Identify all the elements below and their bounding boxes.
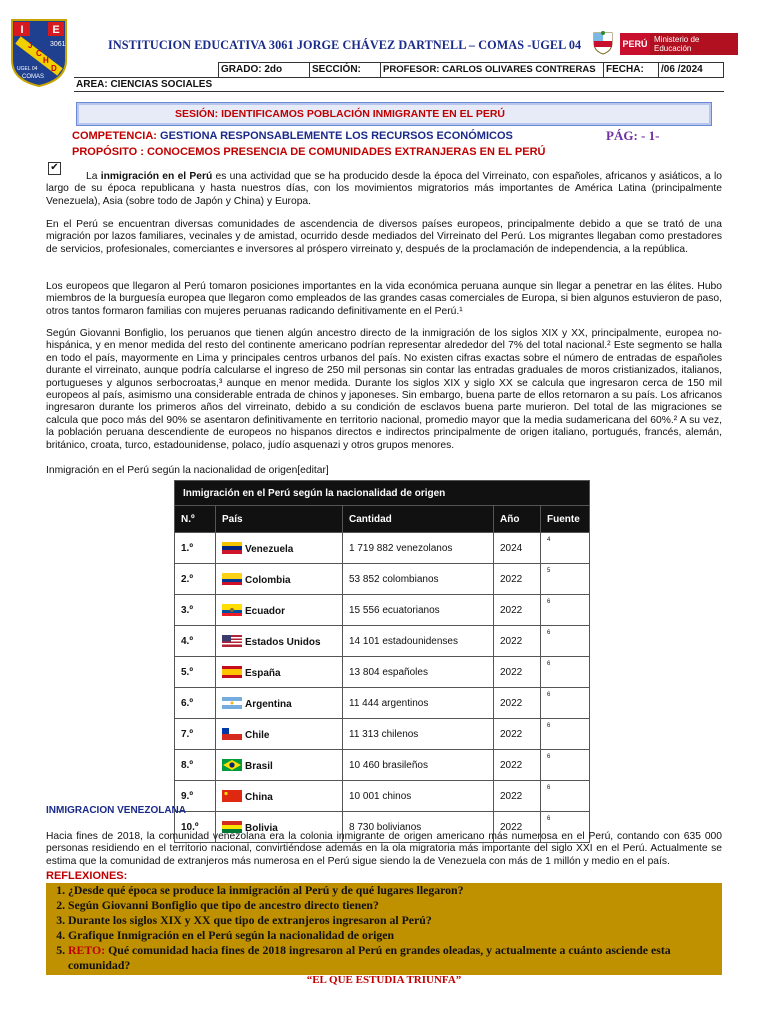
paragraph-4: Según Giovanni Bonfiglio, los peruanos que tienen algún ancestro directo de la inmigración de los siglos XIX y XX, principalmente, europea no-hispánica, y en menor medida del resto del continente americano podrían representar alrededor del 7% del total nacional.² Este segmento se halla en todo el país, mayormente en Lima y principales centros urbanos del país. No existen cifras exactas sobre el número de entradas de españoles durante el virreinato, aunque podría calcularse el ingreso de 250 mil personas sin contar las entradas graduales de moros cristianizados, italianos, portugueses y algunos serbocroatas,³ aunque en menor medida. Durante los siglos XIX y siglo XX se calcula que ingresaron cerca de 150 mil europeos al país, asimismo una considerable entrada de chinos y japoneses. Sin embargo, buena parte de ellos retornaron a su país. Los africanos ingresaron durante los primeros años del virreinato, debido a su condición de esclavos buena parte murieron. Del total de las migraciones se calcula que poco más del 90% se asentaron definitivamente en territorio nacional, promedio mayor que la media sudamericana del 60%.² A su vez, la población peruana descendiente de europeos no hispanos directos e indirectos principalmente de origen italiano, portugués, francés, alemán, británico, croata, turco, estadounidense, polaco, judío asquenazi y otros grupos menores. — [46, 328, 722, 451]
questions-box — [46, 883, 722, 975]
cell-fuente: 6 — [541, 812, 590, 843]
checkbox-icon: ✔ — [48, 162, 61, 175]
cell-anio: 2022 — [494, 564, 541, 595]
cell-n: 1.º — [175, 533, 216, 564]
cell-pais — [216, 781, 343, 812]
cell-fuente: 6 — [541, 626, 590, 657]
cell-anio: 2022 — [494, 657, 541, 688]
cell-anio: 2022 — [494, 719, 541, 750]
svg-text:COMAS: COMAS — [22, 74, 45, 80]
cell-anio: 2022 — [494, 750, 541, 781]
competencia — [72, 130, 513, 142]
cell-cantidad: 1 719 882 venezolanos — [343, 533, 494, 564]
header-n: N.º — [175, 506, 216, 533]
competencia-label: COMPETENCIA: — [72, 130, 157, 142]
paragraph-5: Hacia fines de 2018, la comunidad venezolana era la colonia inmigrante de origen americano más numerosa en el Perú, contando con 635 000 personas residiendo en el territorio nacional, convirtiéndose además en la ola migratoria más importante del siglo XXI en el Perú. Actualmente se estima que la comunidad de extranjeros más numerosa en el Perú sigue siendo la de Venezuela con más de 1 millón y medio en el país. — [46, 831, 722, 867]
cell-fuente: 6 — [541, 719, 590, 750]
cell-pais — [216, 688, 343, 719]
header-pais: País — [216, 506, 343, 533]
argentina-flag-icon — [222, 697, 242, 709]
country-name: Bolivia — [245, 822, 278, 834]
header-cantidad: Cantidad — [343, 506, 494, 533]
cell-cantidad: 53 852 colombianos — [343, 564, 494, 595]
session-banner — [76, 102, 712, 126]
svg-text:E: E — [52, 24, 60, 36]
cell-pais — [216, 750, 343, 781]
paragraph-1-bold: inmigración en el Perú — [100, 171, 213, 182]
header-fuente: Fuente — [541, 506, 590, 533]
cell-fuente: 6 — [541, 750, 590, 781]
cell-n: 3.º — [175, 595, 216, 626]
header-info-table — [74, 62, 724, 92]
paragraph-3: Los europeos que llegaron al Perú tomaron posiciones importantes en la vida económica peruana aunque sin llegar a penetrar en las élites. Hubo miembros de la burguesía europea que llegaron como empleados de las grandes casas comerciales de Europa, si bien algunos estuvieron de paso, otros tantos formaron familias con mujeres peruanas radicando definitivamente en el Perú.¹ — [46, 281, 722, 317]
table-title: Inmigración en el Perú según la nacionalidad de origen — [175, 481, 590, 506]
cell-fuente: 6 — [541, 657, 590, 688]
country-name: China — [245, 791, 273, 803]
cell-cantidad: 10 001 chinos — [343, 781, 494, 812]
usa-flag-icon — [222, 635, 242, 647]
cell-n: 5.º — [175, 657, 216, 688]
ecuador-flag-icon — [222, 604, 242, 616]
cell-fuente: 6 — [541, 781, 590, 812]
country-name: Venezuela — [245, 543, 294, 555]
table-caption: Inmigración en el Perú según la nacionalidad de origen[editar] — [46, 465, 329, 476]
cell-cantidad: 10 460 brasileños — [343, 750, 494, 781]
question-1: 1. ¿Desde qué época se produce la inmigración al Perú y de qué lugares llegaron? — [68, 883, 722, 898]
paragraph-2: En el Perú se encuentran diversas comunidades de ascendencia de diversos países europeos, principalmente debido a que se trató de una migración por lazos familiares, vecinales y de amistad, ocurrido desde mediados del Virreinato del Perú. Los migrantes llegaban como prestadores de servicios, profesionales, comerciantes e inversores al próspero virreinato y, después de la proclamación de independencia, a la república. — [46, 219, 722, 255]
colombia-flag-icon — [222, 573, 242, 585]
country-name: Estados Unidos — [245, 636, 321, 648]
country-name: España — [245, 667, 281, 679]
cell-n: 4.º — [175, 626, 216, 657]
country-name: Brasil — [245, 760, 273, 772]
cell-pais — [216, 595, 343, 626]
cell-anio: 2022 — [494, 595, 541, 626]
table-row — [175, 626, 590, 657]
table-row — [175, 657, 590, 688]
country-name: Argentina — [245, 698, 292, 710]
table-row — [175, 564, 590, 595]
school-logo — [8, 16, 70, 88]
chile-flag-icon — [222, 728, 242, 740]
cell-anio: 2022 — [494, 812, 541, 843]
question-reto — [68, 943, 722, 973]
cell-n: 7.º — [175, 719, 216, 750]
country-name: Ecuador — [245, 605, 286, 617]
minedu-peru-label: PERÚ — [620, 33, 650, 55]
cell-pais — [216, 626, 343, 657]
cell-fuente: 5 — [541, 564, 590, 595]
cell-anio: 2022 — [494, 688, 541, 719]
table-row — [175, 688, 590, 719]
table-row — [175, 750, 590, 781]
cell-fuente: 6 — [541, 595, 590, 626]
svg-text:J: J — [28, 41, 33, 50]
svg-text:D: D — [51, 64, 57, 73]
cell-pais — [216, 657, 343, 688]
spain-flag-icon — [222, 666, 242, 678]
page-number: PÁG: - 1- — [606, 128, 660, 143]
institution-name: INSTITUCION EDUCATIVA 3061 JORGE CHÁVEZ DARTNELL – COMAS -UGEL 04 — [108, 38, 582, 52]
svg-text:I: I — [20, 24, 24, 36]
reto-text: Qué comunidad hacia fines de 2018 ingresaron al Perú en grandes oleadas, y actualmente a cuánto asciende esta comunidad? — [68, 943, 671, 972]
inmigracion-venezolana-title: INMIGRACION VENEZOLANA — [46, 805, 186, 816]
reflexiones-title: REFLEXIONES: — [46, 870, 128, 882]
area-cell: AREA: CIENCIAS SOCIALES — [74, 77, 724, 92]
table-header-row — [175, 506, 590, 533]
header-anio: Año — [494, 506, 541, 533]
seccion-cell: SECCIÓN: — [310, 63, 381, 78]
brazil-flag-icon — [222, 759, 242, 771]
table-row — [175, 781, 590, 812]
proposito: PROPÓSITO : CONOCEMOS PRESENCIA DE COMUNIDADES EXTRANJERAS EN EL PERÚ — [72, 146, 546, 158]
competencia-text: GESTIONA RESPONSABLEMENTE LOS RECURSOS ECONÓMICOS — [160, 130, 513, 142]
paragraph-1: La inmigración en el Perú es una actividad que se ha producido desde la época del Virreinato, con españoles, africanos y asiáticos, a lo largo de su época republicana y hasta nuestros días, con los movimientos migratorios más importantes de América Latina (principalmente Venezuela), Asia (sobre todo de Japón y China) y Europa. — [46, 171, 722, 207]
cell-cantidad: 15 556 ecuatorianos — [343, 595, 494, 626]
table-row — [175, 533, 590, 564]
cell-cantidad: 11 313 chilenos — [343, 719, 494, 750]
grado-cell: GRADO: 2do — [219, 63, 310, 78]
country-name: Chile — [245, 729, 270, 741]
profesor-cell: PROFESOR: CARLOS OLIVARES CONTRERAS — [381, 63, 604, 78]
immigration-table — [174, 480, 590, 843]
session-title: SESIÓN: IDENTIFICAMOS POBLACIÓN INMIGRANTE EN EL PERÚ — [175, 108, 505, 120]
cell-cantidad: 14 101 estadounidenses — [343, 626, 494, 657]
table-row — [175, 595, 590, 626]
peru-shield-icon — [592, 31, 614, 55]
cell-cantidad: 13 804 españoles — [343, 657, 494, 688]
cell-fuente: 6 — [541, 688, 590, 719]
cell-n: 6.º — [175, 688, 216, 719]
reto-label: RETO: — [68, 943, 106, 957]
svg-text:3061: 3061 — [50, 41, 66, 48]
fecha-value-cell: /06 /2024 — [659, 63, 724, 78]
question-4: 4. Grafique Inmigración en el Perú según la nacionalidad de origen — [68, 928, 722, 943]
cell-pais — [216, 564, 343, 595]
cell-anio: 2022 — [494, 781, 541, 812]
minedu-logo — [620, 33, 738, 55]
cell-n: 8.º — [175, 750, 216, 781]
question-3: 3. Durante los siglos XIX y XX que tipo de extranjeros ingresaron al Perú? — [68, 913, 722, 928]
venezuela-flag-icon — [222, 542, 242, 554]
svg-text:H: H — [43, 56, 49, 65]
cell-n: 9.º — [175, 781, 216, 812]
china-flag-icon — [222, 790, 242, 802]
fecha-cell: FECHA: — [604, 63, 659, 78]
motto: “EL QUE ESTUDIA TRIUNFA” — [306, 974, 462, 986]
table-row — [175, 719, 590, 750]
question-2: 2. Según Giovanni Bonfiglio que tipo de ancestro directo tienen? — [68, 898, 722, 913]
cell-anio: 2022 — [494, 626, 541, 657]
cell-n: 2.º — [175, 564, 216, 595]
svg-text:C: C — [36, 49, 42, 58]
cell-pais — [216, 533, 343, 564]
country-name: Colombia — [245, 574, 291, 586]
cell-cantidad: 11 444 argentinos — [343, 688, 494, 719]
cell-anio: 2024 — [494, 533, 541, 564]
cell-pais — [216, 719, 343, 750]
cell-cantidad: 8 730 bolivianos — [343, 812, 494, 843]
minedu-ministry-label: Ministerio de Educación — [650, 33, 738, 55]
cell-n: 10.º — [175, 812, 216, 843]
svg-text:UGEL 04: UGEL 04 — [17, 66, 38, 72]
cell-fuente: 4 — [541, 533, 590, 564]
